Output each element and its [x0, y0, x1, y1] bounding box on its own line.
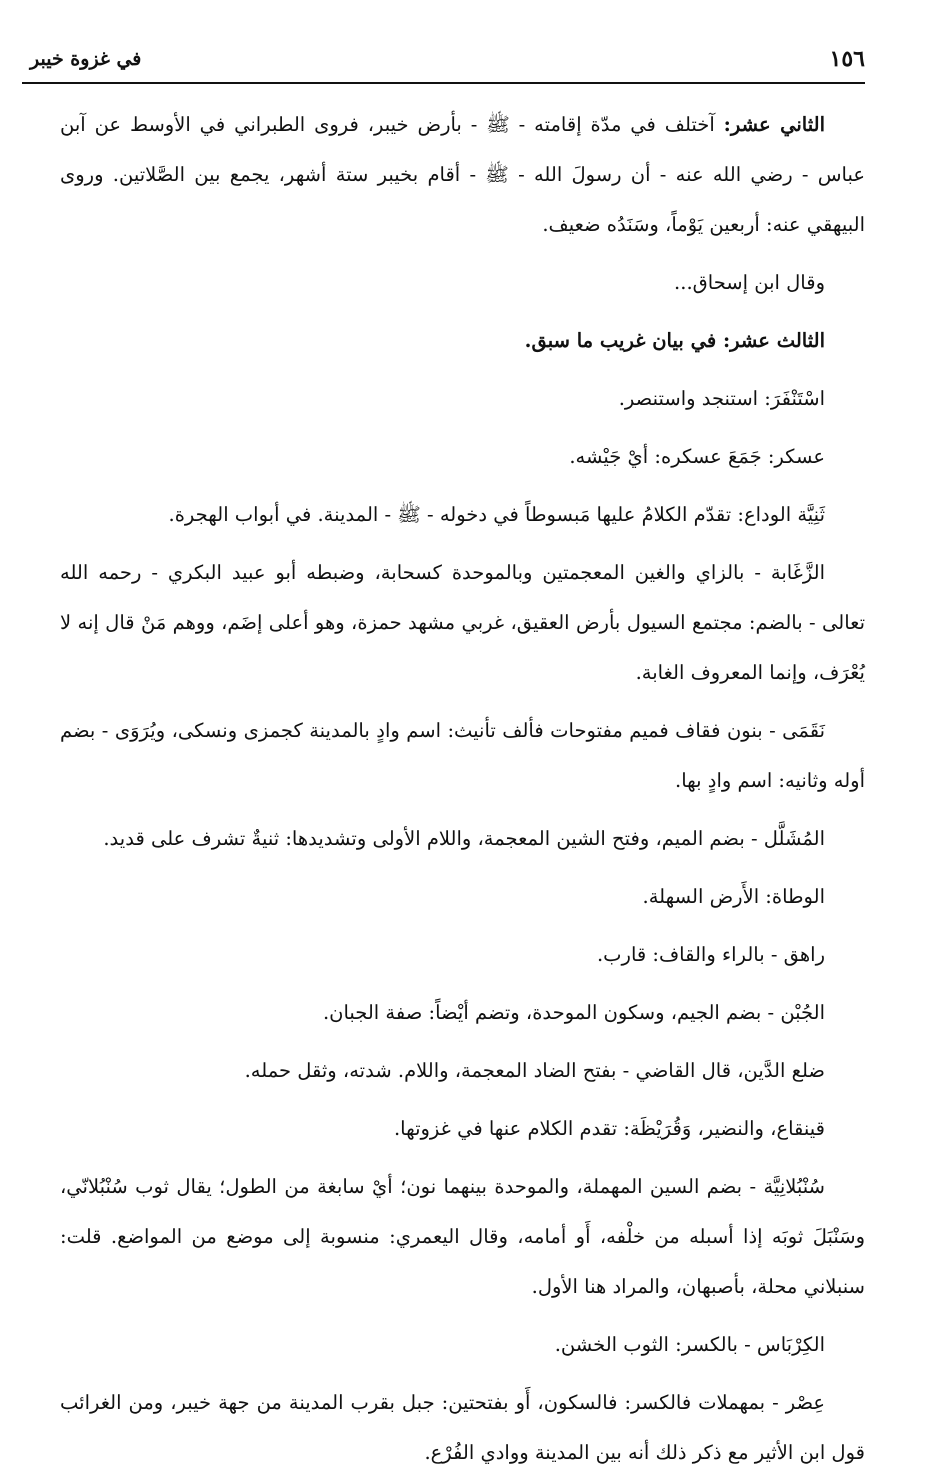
page-number: ١٥٦: [829, 46, 865, 72]
paragraph: [60, 100, 865, 250]
glossary-entry: [60, 988, 865, 1038]
section-heading-text: الثالث عشر: في بيان غريب ما سبق.: [524, 329, 825, 352]
glossary-entry: [60, 1378, 865, 1478]
paragraph-text: وقال ابن إسحاق...: [674, 271, 825, 294]
paragraph-text: قينقاع، والنضير، وَقُرَيْظَة: تقدم الكلام عنها في غزوتها.: [393, 1117, 825, 1140]
section-heading: [60, 316, 865, 366]
paragraph-text: راهق - بالراء والقاف: قارب.: [596, 943, 825, 966]
glossary-entry: [60, 872, 865, 922]
paragraph-text: الكِرْبَاس - بالكسر: الثوب الخشن.: [554, 1333, 825, 1356]
page-body: [60, 100, 865, 1478]
glossary-entry: [60, 814, 865, 864]
running-title: في غزوة خيبر: [30, 48, 142, 70]
glossary-entry: [60, 490, 865, 540]
paragraph-text: نَقَمَى - بنون فقاف فميم مفتوحات فألف تأنيث: اسم وادٍ بالمدينة كجمزى ونسكى، ويُرَوَى - بضم أوله وثانيه: اسم وادٍ بها.: [60, 719, 865, 792]
paragraph-text: ضلع الدَّين، قال القاضي - بفتح الضاد المعجمة، واللام. شدته، وثقل حمله.: [244, 1059, 825, 1082]
paragraph-text: الوطاة: الأَرض السهلة.: [642, 885, 825, 908]
glossary-entry: [60, 548, 865, 698]
glossary-entry: [60, 1104, 865, 1154]
section-heading: الثاني عشر:: [723, 113, 825, 136]
glossary-entry: [60, 1162, 865, 1312]
paragraph: [60, 258, 865, 308]
paragraph-text: ثَنِيَّة الوداع: تقدّم الكلامُ عليها مَبسوطاً في دخوله - ﷺ - المدينة. في أبواب الهجرة.: [168, 503, 825, 526]
paragraph-text: عسكر: جَمَعَ عسكره: أيْ جَيْشه.: [569, 445, 825, 468]
glossary-entry: [60, 706, 865, 806]
paragraph-text: اسْتَنْفَرَ: استنجد واستنصر.: [618, 387, 825, 410]
paragraph-text: الجُبْن - بضم الجيم، وسكون الموحدة، وتضم أيْضاً: صفة الجبان.: [322, 1001, 825, 1024]
paragraph-text: سُنْبُلانِيَّة - بضم السين المهملة، والموحدة بينهما نون؛ أيْ سابغة من الطول؛ يقال ثوب سُنْبُلانّي، وسَنْبَلَ ثوبَه إذا أسبله من خلْفه، أَو أمامه، وقال اليعمري: منسوبة إلى موضع من المواضع. قلت: سنبلاني محلة، بأصبهان، والمراد هنا الأول.: [60, 1175, 865, 1298]
glossary-entry: [60, 1046, 865, 1096]
page-header: [22, 42, 865, 84]
paragraph-text: عِصْر - بمهملات فالكسر: فالسكون، أَو بفتحتين: جبل بقرب المدينة من جهة خيبر، ومن الغرائب قول ابن الأثير مع ذكر ذلك أنه بين المدينة ووادي الفُرْع.: [60, 1391, 865, 1464]
glossary-entry: [60, 432, 865, 482]
glossary-entry: [60, 930, 865, 980]
paragraph-text: آختلف في مدّة إقامته - ﷺ - بأرض خيبر، فروى الطبراني في الأوسط عن آبن عباس - رضي الله عنه - أن رسولَ الله - ﷺ - أقام بخيبر ستة أشهر، يجمع بين الصَّلاتين. وروى البيهقي عنه: أربعين يَوْماً، وسَنَدُه ضعيف.: [60, 113, 865, 236]
paragraph-text: الزَّغَابة - بالزاي والغين المعجمتين وبالموحدة كسحابة، وضبطه أبو عبيد البكري - رحمه الله تعالى - بالضم: مجتمع السيول بأرض العقيق، غربي مشهد حمزة، وهو أعلى إضَم، ووهم مَنْ قال إنه لا يُعْرَف، وإنما المعروف الغابة.: [60, 561, 865, 684]
glossary-entry: [60, 1320, 865, 1370]
glossary-entry: [60, 374, 865, 424]
paragraph-text: المُشَلَّل - بضم الميم، وفتح الشين المعجمة، واللام الأولى وتشديدها: ثنيةٌ تشرف على قديد.: [103, 827, 825, 850]
